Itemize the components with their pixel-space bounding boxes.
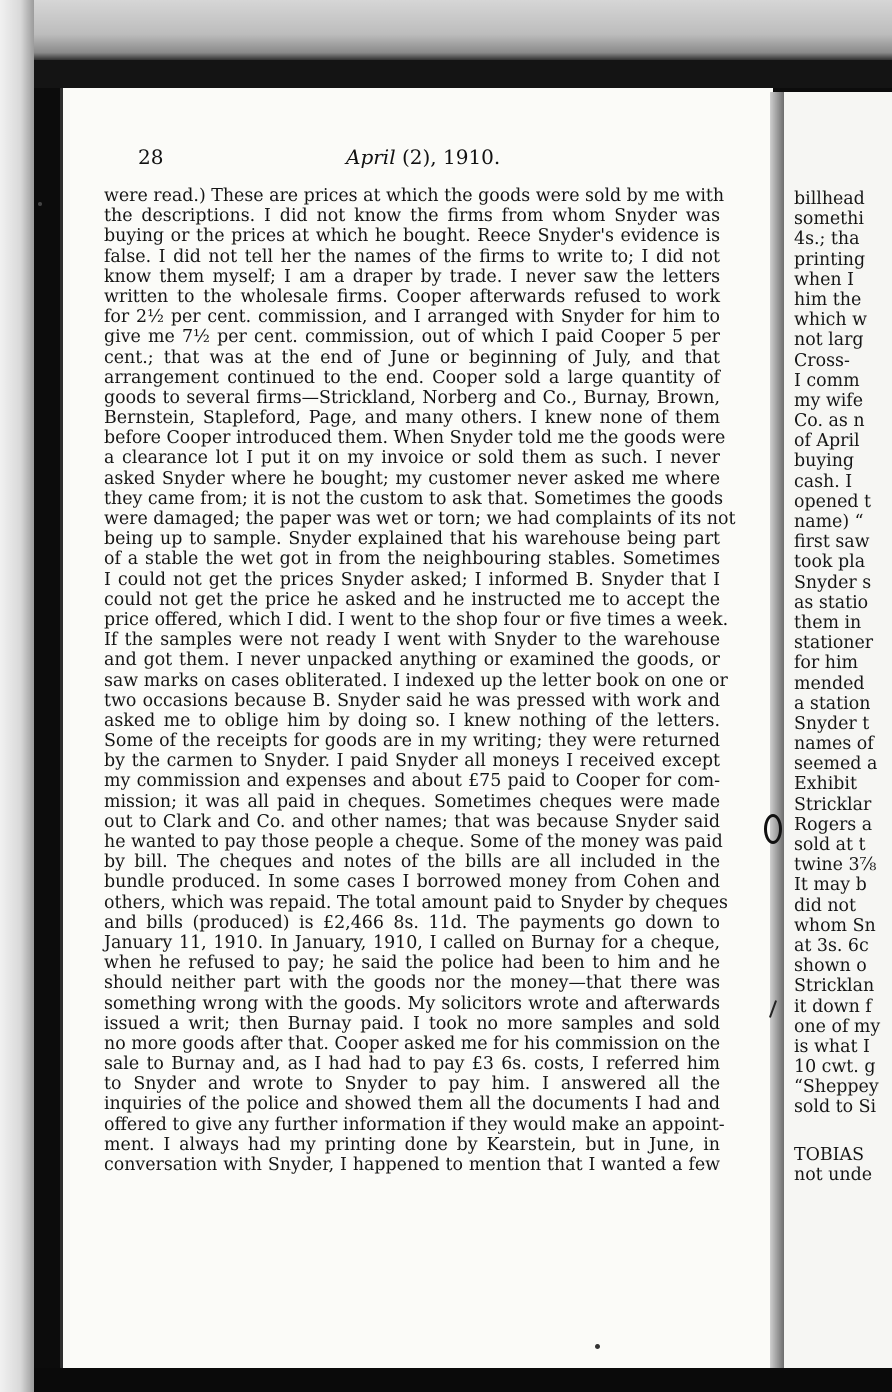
right-page-line: Stricklan (794, 976, 875, 997)
right-page-line: buying (794, 451, 855, 472)
text-line: asked Snyder where he bought; my customer never asked me where (104, 468, 720, 489)
text-line: buying or the prices at which he bought. Reece Snyder's evidence is (104, 226, 720, 247)
right-page-line: Snyder t (794, 713, 870, 734)
right-page-line: Exhibit (794, 774, 857, 795)
text-line: the descriptions. I did not know the firms from whom Snyder was (104, 206, 720, 227)
right-page-line: printing (794, 249, 866, 270)
right-page-line: shown o (794, 956, 867, 977)
right-page-line: took pla (794, 552, 866, 573)
right-page-line: mended (794, 673, 865, 694)
text-line: when he refused to pay; he said the police had been to him and he (104, 953, 720, 974)
right-page-line: sold to Si (794, 1097, 877, 1118)
text-line: Some of the receipts for goods are in my writing; they were returned (104, 731, 720, 752)
text-line: by the carmen to Snyder. I paid Snyder all moneys I received except (104, 751, 720, 772)
text-line: price offered, which I did. I went to the shop four or five times a week. (104, 609, 729, 630)
page-header (138, 145, 738, 171)
right-page-line: my wife (794, 390, 864, 411)
text-line: arrangement continued to the end. Cooper sold a large quantity of (104, 367, 720, 388)
text-line: he wanted to pay those people a cheque. Some of the money was paid (104, 832, 723, 852)
text-line: two occasions because B. Snyder said he was pressed with work and (104, 690, 720, 711)
text-line: goods to several firms—Strickland, Norberg and Co., Burnay, Brown, (104, 387, 720, 408)
right-page-line: 10 cwt. g (794, 1057, 876, 1078)
right-page-line: a station (794, 693, 871, 714)
right-page-line: first saw (794, 532, 870, 553)
text-line: being up to sample. Snyder explained that his warehouse being part (104, 529, 720, 550)
text-line: sale to Burnay and, as I had had to pay £3 6s. costs, I referred him (104, 1054, 720, 1075)
right-page-text (794, 189, 892, 1185)
right-page-line: one of my (794, 1016, 881, 1037)
text-line: were read.) These are prices at which the goods were sold by me with (104, 186, 725, 206)
right-page-line: whom Sn (794, 915, 876, 936)
right-page-line: them in (794, 612, 862, 633)
right-page-line: stationer (794, 633, 874, 654)
scan-bottom-edge (34, 1368, 892, 1392)
right-page-line: of April (794, 431, 860, 452)
right-page-line: “Sheppey (794, 1077, 879, 1098)
right-page-line: for him (794, 653, 859, 674)
text-line: could not get the price he asked and he instructed me to accept the (104, 589, 720, 610)
right-page-fragment (784, 92, 892, 1372)
text-line: of a stable the wet got in from the neighbouring stables. Sometimes (104, 549, 720, 570)
text-line: something wrong with the goods. My solicitors wrote and afterwards (104, 993, 720, 1014)
right-page-line: Stricklar (794, 794, 872, 815)
scan-dark-band (34, 60, 892, 88)
text-line: saw marks on cases obliterated. I indexed up the letter book on one or (104, 670, 728, 691)
right-page-line: as statio (794, 592, 869, 613)
text-line: and bills (produced) is £2,466 8s. 11d. The payments go down to (104, 912, 720, 933)
right-page-line: It may b (794, 875, 867, 896)
right-page-line: which w (794, 310, 868, 331)
text-line: and got them. I never unpacked anything or examined the goods, or (104, 650, 720, 671)
body-text (104, 186, 736, 1175)
text-line: were damaged; the paper was wet or torn; we had complaints of its not (104, 509, 736, 529)
text-line: should neither part with the goods nor the money—that there was (104, 973, 720, 994)
right-page-line: sold at t (794, 835, 866, 855)
text-line: no more goods after that. Cooper asked me for his commission on the (104, 1033, 721, 1054)
right-page-line: 4s.; tha (794, 229, 860, 250)
running-head-month: April (346, 145, 396, 169)
page-number: 28 (138, 145, 164, 169)
text-line: Bernstein, Stapleford, Page, and many others. I knew none of them (104, 408, 720, 429)
right-page-line: billhead (794, 189, 865, 209)
right-page-line: it down f (794, 996, 872, 1017)
text-line: bundle produced. In some cases I borrowed money from Cohen and (104, 872, 720, 893)
running-head (346, 145, 500, 169)
margin-bracket-mark (764, 814, 782, 844)
text-line: know them myself; I am a draper by trade. I never saw the letters (104, 266, 720, 287)
text-line: give me 7½ per cent. commission, out of which I paid Cooper 5 per (104, 327, 720, 348)
text-line: I could not get the prices Snyder asked; I informed B. Snyder that I (104, 569, 720, 590)
right-page-line: not larg (794, 330, 864, 351)
text-line: If the samples were not ready I went with Snyder to the warehouse (104, 630, 720, 651)
right-page-line: him the (794, 289, 862, 310)
scan-left-edge (0, 0, 34, 1392)
margin-dot (38, 202, 42, 206)
right-page-line: Rogers a (794, 814, 873, 835)
right-page-line: twine 3⅞ (794, 855, 877, 876)
text-line: issued a writ; then Burnay paid. I took no more samples and sold (104, 1013, 720, 1034)
right-page-line: at 3s. 6c (794, 935, 869, 956)
text-line: mission; it was all paid in cheques. Sometimes cheques were made (104, 791, 720, 812)
text-line: inquiries of the police and showed them all the documents I had and (104, 1094, 720, 1115)
text-line: out to Clark and Co. and other names; that was because Snyder said (104, 811, 720, 832)
text-line: to Snyder and wrote to Snyder to pay him. I answered all the (104, 1074, 720, 1095)
text-line: written to the wholesale firms. Cooper afterwards refused to work (104, 286, 720, 307)
right-page-line: Snyder s (794, 572, 872, 593)
right-page-line: when I (794, 269, 854, 290)
right-page-line: TOBIAS (794, 1144, 864, 1165)
running-head-date: (2), 1910. (395, 145, 501, 169)
right-page-line: seemed a (794, 754, 878, 775)
text-line: others, which was repaid. The total amount paid to Snyder by cheques (104, 892, 728, 913)
scan-top-edge (0, 0, 892, 62)
text-line: false. I did not tell her the names of the firms to write to; I did not (104, 246, 720, 267)
right-page-line: opened t (794, 491, 872, 512)
text-line: for 2½ per cent. commission, and I arranged with Snyder for him to (104, 307, 720, 328)
page-blemish (595, 1344, 600, 1349)
right-page-line: somethi (794, 209, 864, 230)
text-line: conversation with Snyder, I happened to mention that I wanted a few (104, 1155, 720, 1175)
text-line: asked me to oblige him by doing so. I knew nothing of the letters. (104, 710, 720, 731)
text-line: by bill. The cheques and notes of the bills are all included in the (104, 852, 720, 873)
right-page-line: not unde (794, 1164, 873, 1185)
text-line: offered to give any further information if they would make an appoint- (104, 1114, 725, 1135)
text-line: before Cooper introduced them. When Snyder told me the goods were (104, 428, 726, 449)
right-page-line: names of (794, 734, 874, 755)
right-page-line: Co. as n (794, 411, 865, 432)
text-line: my commission and expenses and about £75 paid to Cooper for com- (104, 771, 720, 792)
text-line: cent.; that was at the end of June or beginning of July, and that (104, 347, 720, 368)
text-line: January 11, 1910. In January, 1910, I called on Burnay for a cheque, (104, 932, 720, 953)
text-line: ment. I always had my printing done by Kearstein, but in June, in (104, 1134, 720, 1155)
text-line: they came from; it is not the custom to ask that. Sometimes the goods (104, 488, 724, 509)
right-page-line: name) “ (794, 512, 864, 532)
spacer (794, 1118, 892, 1145)
text-line: a clearance lot I put it on my invoice or sold them as such. I never (104, 448, 720, 469)
right-page-line: did not (794, 895, 857, 916)
right-page-line: is what I (794, 1036, 870, 1057)
book-gutter (770, 92, 784, 1372)
right-page-line: Cross- (794, 350, 850, 371)
right-page-line: I comm (794, 370, 860, 391)
right-page-line: cash. I (794, 471, 853, 492)
